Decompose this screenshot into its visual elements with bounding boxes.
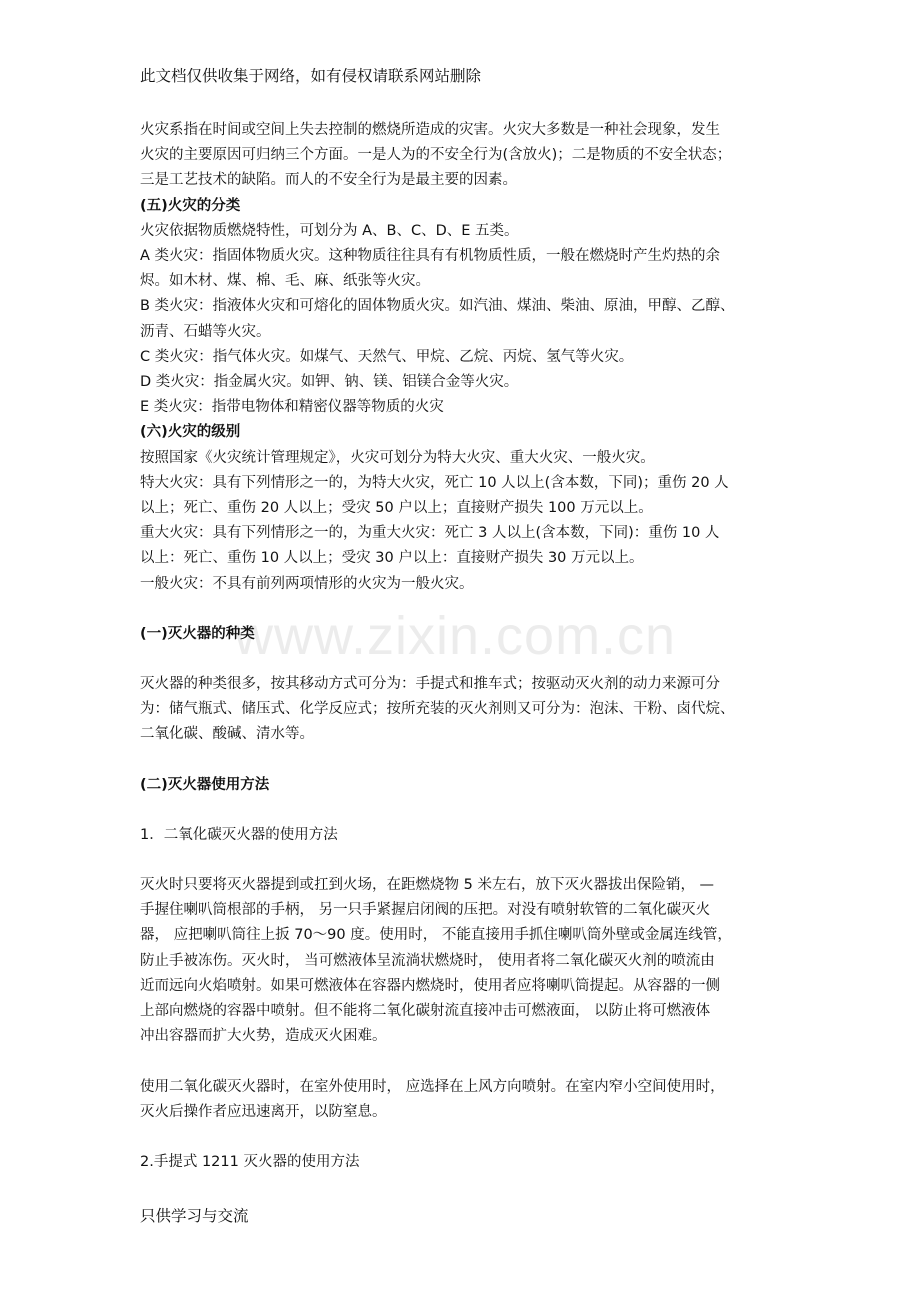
co2-paragraph-line: 器， 应把喇叭筒往上扳 70～90 度。使用时， 不能直接用手抓住喇叭筒外壁或金属连线管，	[140, 927, 732, 944]
co2-paragraph-line: 近而远向火焰喷射。如果可燃液体在容器内燃烧时，使用者应将喇叭筒提起。从容器的一侧	[140, 977, 720, 994]
ext1-line: 为：储气瓶式、储压式、化学反应式；按所充装的灭火剂则又可分为：泡沫、干粉、卤代烷、	[140, 701, 735, 718]
co2-paragraph-line: 灭火时只要将灭火器提到或扛到火场，在距燃烧物 5 米左右，放下灭火器拔出保险销， —	[140, 877, 715, 894]
section6-line: 特大火灾：具有下列情形之一的，为特大火灾，死亡 10 人以上(含本数，下同)；重伤 20 人	[140, 474, 729, 491]
header-disclaimer: 此文档仅供收集于网络，如有侵权请联系网站删除	[140, 67, 482, 85]
subheading-1211-extinguisher: 2.手提式 1211 灭火器的使用方法	[140, 1153, 360, 1170]
section5-line: 火灾依据物质燃烧特性，可划分为 A、B、C、D、E 五类。	[140, 222, 519, 239]
intro-line: 火灾系指在时间或空间上失去控制的燃烧所造成的灾害。火灾大多数是一种社会现象，发生	[140, 122, 720, 138]
section5-line: D 类火灾：指金属火灾。如钾、钠、镁、铝镁合金等火灾。	[140, 374, 519, 391]
ext1-line: 二氧化碳、酸碱、清水等。	[140, 726, 314, 743]
section6-line: 按照国家《火灾统计管理规定》，火灾可划分为特大火灾、重大火灾、一般火灾。	[140, 449, 655, 466]
subheading-co2-extinguisher: 1．二氧化碳灭火器的使用方法	[140, 826, 338, 843]
section5-line: 沥青、石蜡等火灾。	[140, 323, 271, 340]
intro-line: 三是工艺技术的缺陷。而人的不安全行为是最主要的因素。	[140, 172, 517, 189]
section6-line: 一般火灾：不具有前列两项情形的火灾为一般火灾。	[140, 575, 474, 592]
watermark: www.zixin.com.cn	[234, 606, 677, 666]
co2-paragraph-line: 防止手被冻伤。灭火时， 当可燃液体呈流淌状燃烧时， 使用者将二氧化碳灭火剂的喷流由	[140, 952, 715, 969]
section6-line: 重大火灾：具有下列情形之一的，为重大火灾：死亡 3 人以上(含本数，下同)：重伤 10 人	[140, 525, 720, 542]
section5-line: E 类火灾：指带电物体和精密仪器等物质的火灾	[140, 399, 444, 416]
section-heading-extinguisher-types: (一)灭火器的种类	[140, 625, 255, 642]
section-heading-extinguisher-usage: (二)灭火器使用方法	[140, 776, 270, 793]
co2-paragraph-line: 上部向燃烧的容器中喷射。但不能将二氧化碳射流直接冲击可燃液面， 以防止将可燃液体	[140, 1003, 711, 1020]
ext1-line: 灭火器的种类很多，按其移动方式可分为：手提式和推车式；按驱动灭火剂的动力来源可分	[140, 676, 720, 693]
section-heading-fire-classification: (五)火灾的分类	[140, 197, 241, 214]
co2-usage-line: 使用二氧化碳灭火器时，在室外使用时， 应选择在上风方向喷射。在室内窄小空间使用时，	[140, 1078, 725, 1095]
section5-line: B 类火灾：指液体火灾和可熔化的固体物质火灾。如汽油、煤油、柴油、原油，甲醇、乙醇、	[140, 298, 735, 315]
section6-line: 以上；死亡、重伤 20 人以上；受灾 50 户以上；直接财产损失 100 万元以上。	[140, 500, 653, 517]
document-body	[140, 118, 780, 1175]
section5-line: A 类火灾：指固体物质火灾。这种物质往往具有有机物质性质，一般在燃烧时产生灼热的余	[140, 248, 721, 265]
co2-paragraph-line: 手握住喇叭筒根部的手柄， 另一只手紧握启闭阀的压把。对没有喷射软管的二氧化碳灭火	[140, 902, 711, 919]
section-heading-fire-levels: (六)火灾的级别	[140, 424, 241, 441]
section6-line: 以上：死亡、重伤 10 人以上；受灾 30 户以上：直接财产损失 30 万元以上。	[140, 550, 644, 567]
co2-usage-line: 灭火后操作者应迅速离开，以防窒息。	[140, 1103, 387, 1120]
section5-line: 烬。如木材、煤、棉、毛、麻、纸张等火灾。	[140, 273, 430, 290]
footer-note: 只供学习与交流	[140, 1207, 249, 1225]
co2-paragraph-line: 冲出容器而扩大火势，造成灭火困难。	[140, 1028, 387, 1045]
intro-line: 火灾的主要原因可归纳三个方面。一是人为的不安全行为(含放火)；二是物质的不安全状态；	[140, 147, 732, 164]
section5-line: C 类火灾：指气体火灾。如煤气、天然气、甲烷、乙烷、丙烷、氢气等火灾。	[140, 348, 634, 365]
